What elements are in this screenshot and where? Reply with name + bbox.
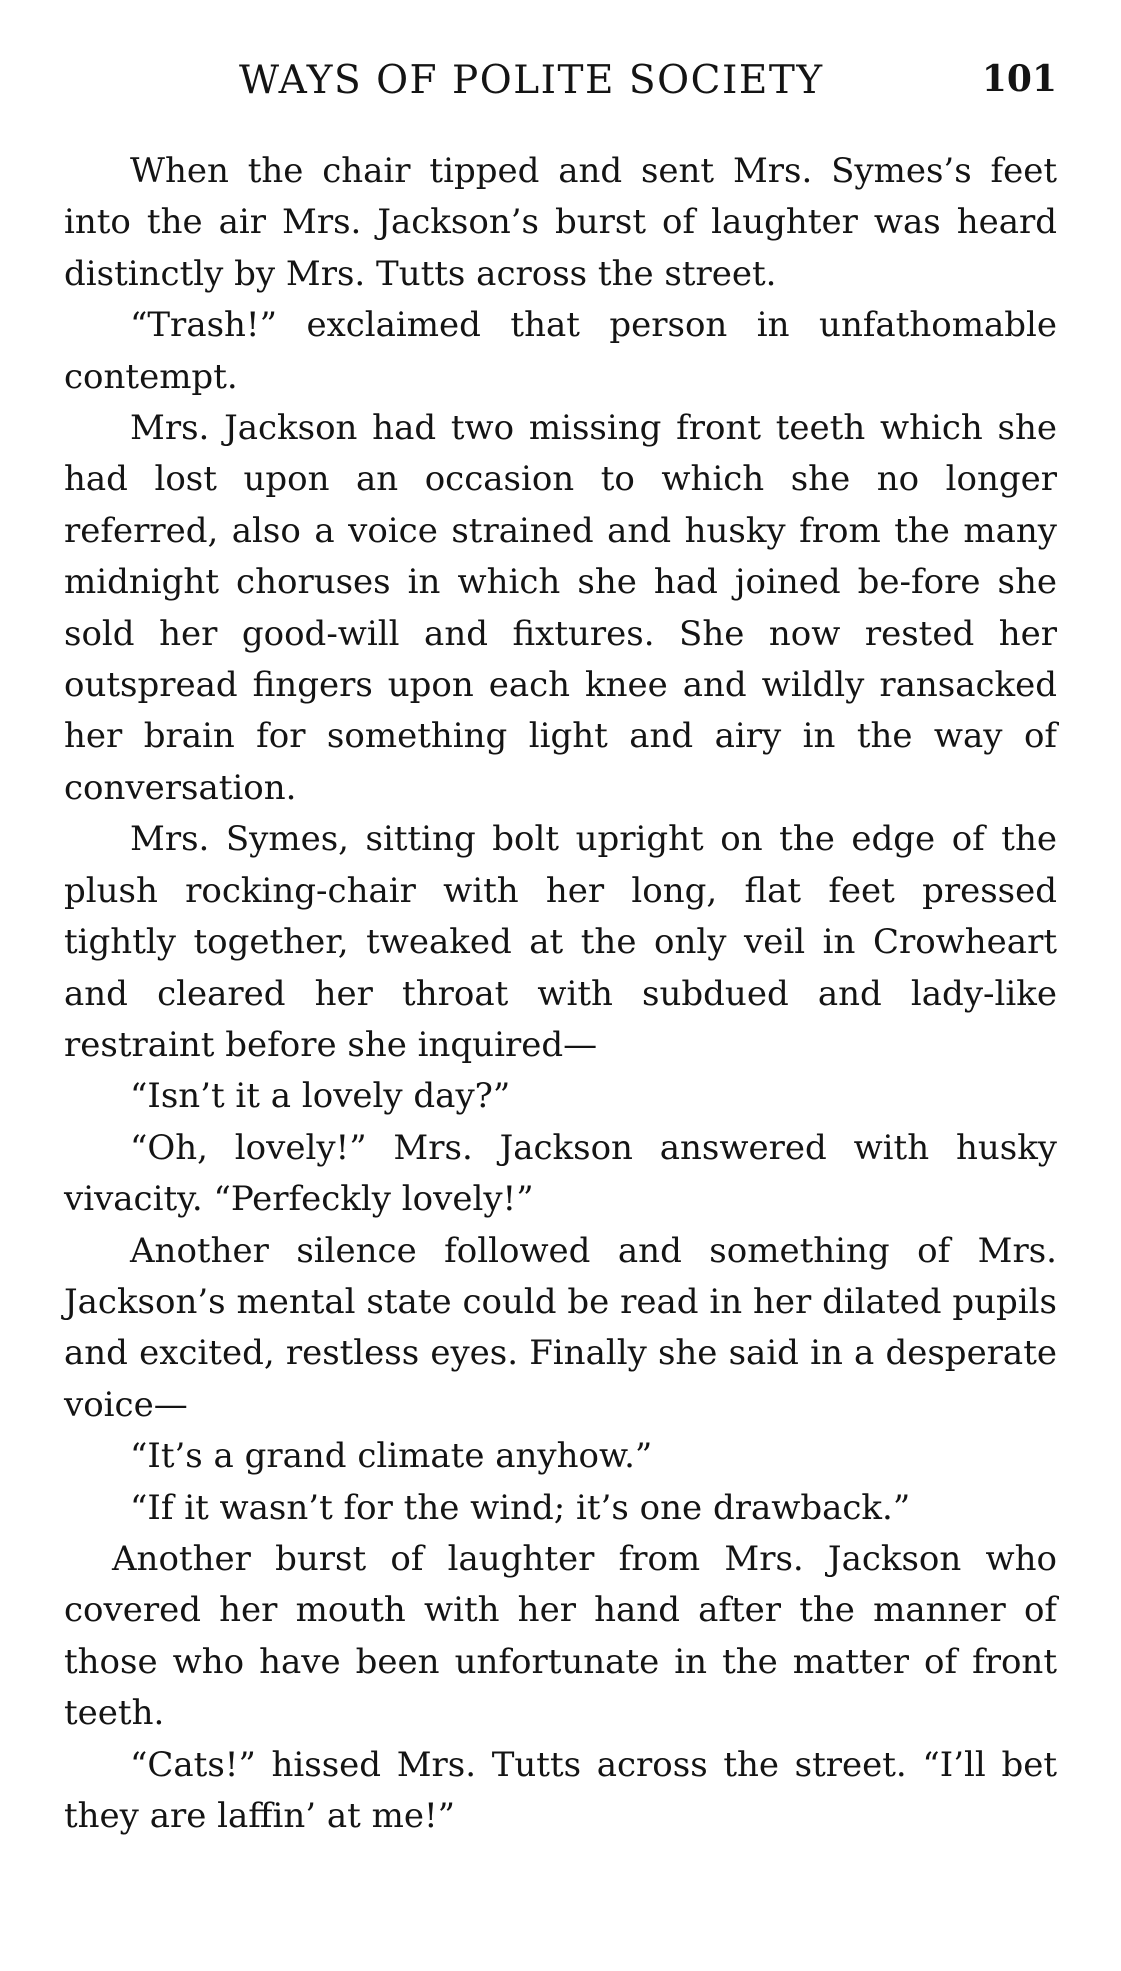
paragraph: “Isn’t it a lovely day?” — [130, 1076, 511, 1117]
paragraph: “Oh, lovely!” Mrs. Jackson answered with husky vivacity. “Perfeckly lovely!” — [64, 1127, 1057, 1220]
paragraph: Mrs. Jackson had two missing front teeth which she had lost upon an occasion to which she no longer referred, also a voice strained and husky from the many midnight choruses in which she had joined be-fore she sold her good-will and fixtures. She now rested her outspread fingers upon each knee and wildly ransacked her brain for something light and airy in the way of conversation. — [64, 408, 1057, 808]
page-number: 101 — [981, 58, 1057, 100]
body-text — [64, 146, 1057, 1842]
paragraph: When the chair tipped and sent Mrs. Symes’s feet into the air Mrs. Jackson’s burst of laughter was heard distinctly by Mrs. Tutts across the street. — [64, 151, 1057, 294]
paragraph: “It’s a grand climate anyhow.” — [130, 1436, 653, 1477]
paragraph: Another burst of laughter from Mrs. Jackson who covered her mouth with her hand after the manner of those who have been unfortunate in the matter of front teeth. — [64, 1538, 1057, 1734]
paragraph: “If it wasn’t for the wind; it’s one drawback.” — [130, 1487, 911, 1528]
paragraph: “Trash!” exclaimed that person in unfathomable contempt. — [64, 305, 1057, 397]
paragraph: Mrs. Symes, sitting bolt upright on the edge of the plush rocking-chair with her long, flat feet pressed tightly together, tweaked at the only veil in Crowheart and cleared her throat with subdued and lady-like restraint before she inquired— — [64, 819, 1057, 1065]
paragraph: “Cats!” hissed Mrs. Tutts across the street. “I’ll bet they are laffin’ at me!” — [64, 1744, 1057, 1836]
running-title: WAYS OF POLITE SOCIETY — [239, 58, 824, 103]
running-head — [64, 58, 1057, 106]
paragraph: Another silence followed and something of Mrs. Jackson’s mental state could be read in her dilated pupils and excited, restless eyes. Finally she said in a desperate voice— — [64, 1230, 1057, 1425]
